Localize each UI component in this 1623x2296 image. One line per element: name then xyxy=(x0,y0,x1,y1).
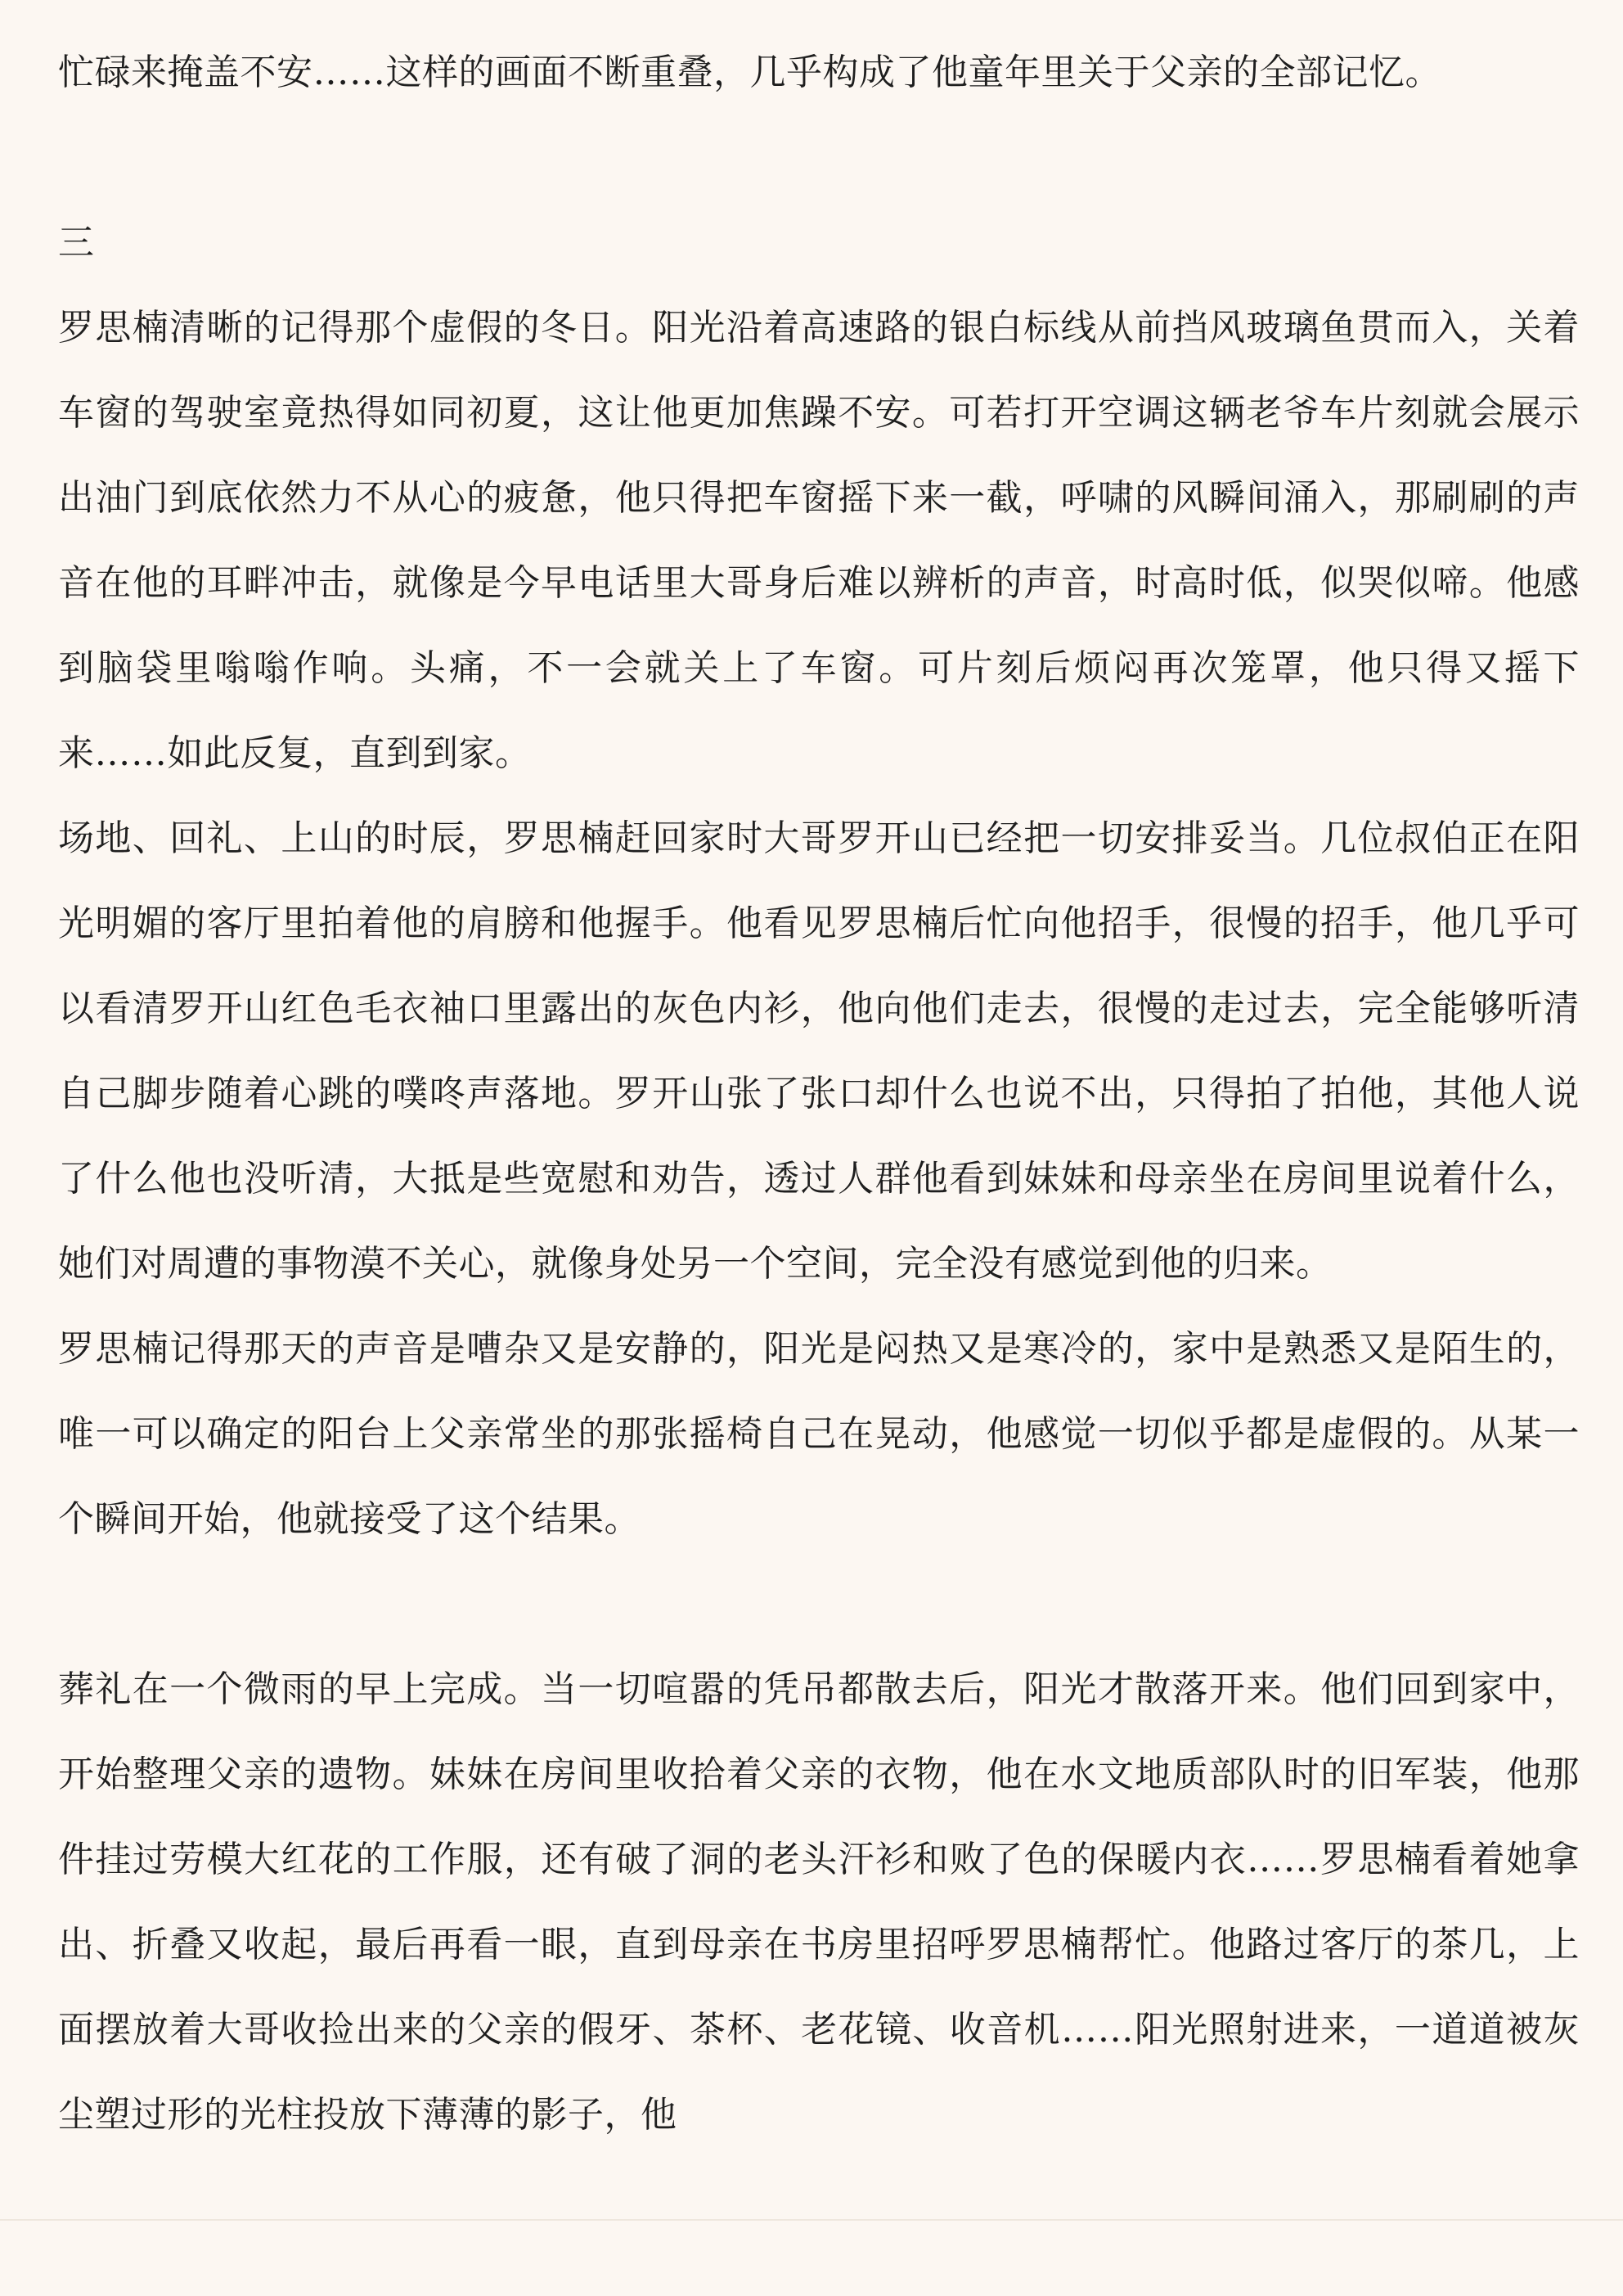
paragraph-continuation: 忙碌来掩盖不安……这样的画面不断重叠，几乎构成了他童年里关于父亲的全部记忆。 xyxy=(58,52,1441,93)
document-body xyxy=(58,30,1580,2158)
blank-line xyxy=(58,115,1580,200)
page-bottom-divider xyxy=(0,2219,1623,2221)
paragraph: 罗思楠清晰的记得那个虚假的冬日。阳光沿着高速路的银白标线从前挡风玻璃鱼贯而入，关着车窗的驾驶室竟热得如同初夏，这让他更加焦躁不安。可若打开空调这辆老爷车片刻就会展示出油门到底依然力不从心的疲惫，他只得把车窗摇下来一截，呼啸的风瞬间涌入，那刷刷的声音在他的耳畔冲击，就像是今早电话里大哥身后难以辨析的声音，时高时低，似哭似啼。他感到脑袋里嗡嗡作响。头痛，不一会就关上了车窗。可片刻后烦闷再次笼罩，他只得又摇下来……如此反复，直到到家。 xyxy=(58,307,1580,774)
blank-line xyxy=(58,1562,1580,1647)
paragraph: 场地、回礼、上山的时辰，罗思楠赶回家时大哥罗开山已经把一切安排妥当。几位叔伯正在阳光明媚的客厅里拍着他的肩膀和他握手。他看见罗思楠后忙向他招手，很慢的招手，他几乎可以看清罗开山红色毛衣袖口里露出的灰色内衫，他向他们走去，很慢的走过去，完全能够听清自己脚步随着心跳的噗咚声落地。罗开山张了张口却什么也说不出，只得拍了拍他，其他人说了什么他也没听清，大抵是些宽慰和劝告，透过人群他看到妹妹和母亲坐在房间里说着什么，她们对周遭的事物漠不关心，就像身处另一个空间，完全没有感觉到他的归来。 xyxy=(58,817,1580,1285)
paragraph: 罗思楠记得那天的声音是嘈杂又是安静的，阳光是闷热又是寒冷的，家中是熟悉又是陌生的，唯一可以确定的阳台上父亲常坐的那张摇椅自己在晃动，他感觉一切似乎都是虚假的。从某一个瞬间开始，他就接受了这个结果。 xyxy=(58,1328,1580,1540)
section-heading: 三 xyxy=(58,222,95,263)
paragraph: 葬礼在一个微雨的早上完成。当一切喧嚣的凭吊都散去后，阳光才散落开来。他们回到家中，开始整理父亲的遗物。妹妹在房间里收拾着父亲的衣物，他在水文地质部队时的旧军装，他那件挂过劳模大红花的工作服，还有破了洞的老头汗衫和败了色的保暖内衣……罗思楠看着她拿出、折叠又收起，最后再看一眼，直到母亲在书房里招呼罗思楠帮忙。他路过客厅的茶几，上面摆放着大哥收捡出来的父亲的假牙、茶杯、老花镜、收音机……阳光照射进来，一道道被灰尘塑过形的光柱投放下薄薄的影子，他 xyxy=(58,1668,1580,2136)
